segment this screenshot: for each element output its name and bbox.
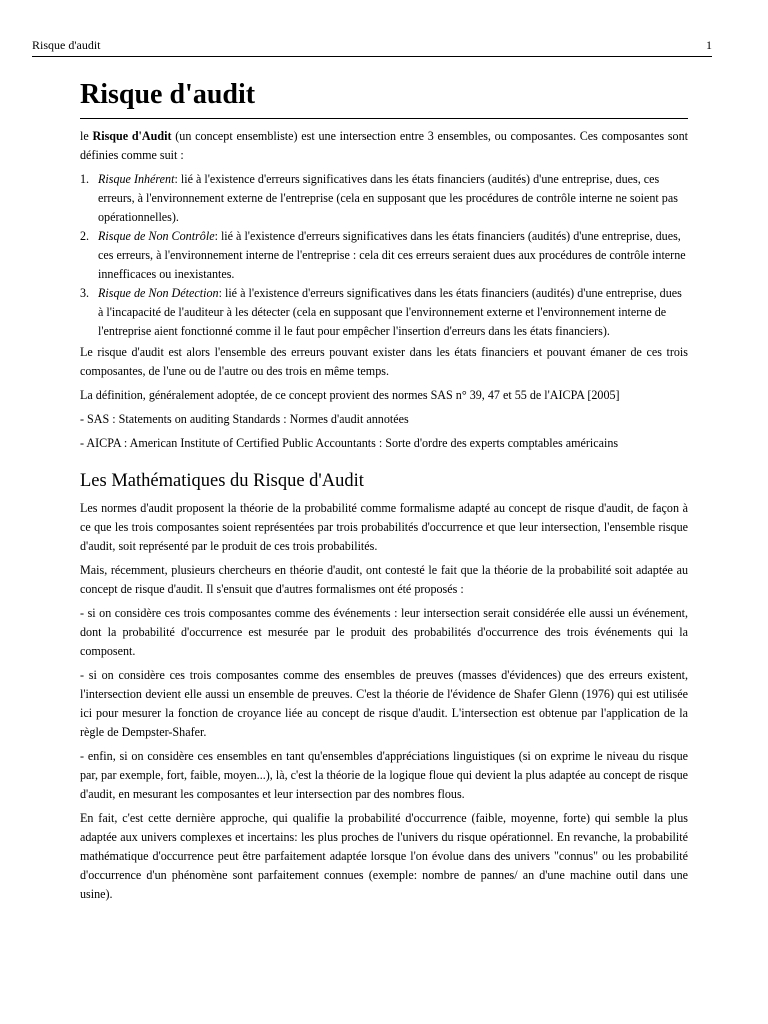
components-list — [80, 170, 688, 341]
list-item-number: 2. — [80, 229, 90, 243]
paragraph: - si on considère ces trois composantes comme des événements : leur intersection serait considérée elle aussi un événement, dont la probabilité d'occurrence est mesurée par le produit des probabilités d'occurrence des trois événements qui la composent. — [80, 606, 688, 658]
paragraph: Le risque d'audit est alors l'ensemble des erreurs pouvant exister dans les états financiers et pouvant émaner de ces trois composantes, de l'une ou de l'autre ou des trois en même temps. — [80, 345, 688, 378]
intro-paragraph — [80, 127, 688, 165]
intro-bold-term: Risque d'Audit — [92, 129, 172, 143]
list-item — [80, 284, 688, 341]
list-item-term: Risque de Non Contrôle — [98, 229, 215, 243]
page-header — [32, 38, 712, 57]
article-body — [80, 76, 688, 909]
paragraph: - SAS : Statements on auditing Standards : Normes d'audit annotées — [80, 412, 409, 426]
article-title: Risque d'audit — [80, 78, 688, 119]
list-item-term: Risque Inhérent — [98, 172, 175, 186]
list-item — [80, 227, 688, 284]
list-item-term: Risque de Non Détection — [98, 286, 219, 300]
page-number: 1 — [706, 38, 712, 52]
list-item-text: : lié à l'existence d'erreurs significatives dans les états financiers (audités) d'une entreprise, dues à l'incapacité de l'auditeur à les détecter (cela en supposant que l'environnement externe et l'environnement interne de l'entreprise aient fonctionné comme il le faut pour empêcher l'insertion d'erreurs dans les états financiers). — [98, 286, 682, 338]
paragraph: En fait, c'est cette dernière approche, qui qualifie la probabilité d'occurrence (faible, moyenne, forte) qui semble la plus adaptée aux univers complexes et incertains: les plus proches de l'univers du risque opérationnel. En revanche, la probabilité mathématique d'occurrence peut être parfaitement adaptée lorsque l'on évolue dans des univers "connus" ou les probabilité d'occurrence d'un phénomène sont parfaitement connues (exemple: nombre de pannes/ an d'une machine outil dans une usine). — [80, 811, 688, 901]
list-item-number: 1. — [80, 172, 90, 186]
list-item-text: : lié à l'existence d'erreurs significatives dans les états financiers (audités) d'une entreprise, dues, ces erreurs, à l'environnement interne de l'entreprise : cela dit ces erreurs seraient dues aux procédures de contrôle interne innefficaces ou inexistantes. — [98, 229, 686, 281]
paragraph: Mais, récemment, plusieurs chercheurs en théorie d'audit, ont contesté le fait que la théorie de la probabilité soit adaptée au concept de risque d'audit. Il s'ensuit que d'autres formalismes ont été proposés : — [80, 563, 688, 596]
paragraph: - AICPA : American Institute of Certified Public Accountants : Sorte d'ordre des experts comptables américains — [80, 436, 619, 450]
paragraph: - si on considère ces trois composantes comme des ensembles de preuves (masses d'évidences) que des erreurs existent, l'intersection devient elle aussi un ensemble de preuves. C'est la théorie de l'évidence de Shafer Glenn (1976) qui est utilisée ici pour mesurer la fonction de croyance liée au concept de risque d'audit. L'intersection est obtenue par l'application de la règle de Dempster-Shafer. — [80, 668, 688, 739]
list-item-number: 3. — [80, 286, 90, 300]
intro-post: (un concept ensembliste) est une intersection entre 3 ensembles, ou composantes. Ces composantes sont définies comme suit : — [80, 129, 688, 162]
paragraph: - enfin, si on considère ces ensembles en tant qu'ensembles d'appréciations linguistiques (si on exprime le niveau du risque par, par exemple, fort, faible, moyen...), là, c'est la théorie de la logique floue qui devient la plus adaptée au concept de risque d'audit, en mesurant les composantes et leur intersection par des nombres flous. — [80, 749, 688, 801]
section-heading: Les Mathématiques du Risque d'Audit — [80, 471, 364, 491]
running-title: Risque d'audit — [32, 38, 101, 52]
paragraph: La définition, généralement adoptée, de ce concept provient des normes SAS n° 39, 47 et 55 de l'AICPA [2005] — [80, 388, 620, 402]
list-item — [80, 170, 688, 227]
paragraph: Les normes d'audit proposent la théorie de la probabilité comme formalisme adapté au concept de risque d'audit, de façon à ce que les trois composantes soient représentées par trois probabilités d'occurrence et que leur intersection, l'ensemble risque d'audit, soit représenté par le produit de ces trois probabilités. — [80, 501, 688, 553]
intro-pre: le — [80, 129, 93, 143]
list-item-text: : lié à l'existence d'erreurs significatives dans les états financiers (audités) d'une entreprise, dues, ces erreurs, à l'environnement externe de l'entreprise (cela en supposant que les procédures de contrôle interne ne soient pas opérationnelles). — [98, 172, 678, 224]
